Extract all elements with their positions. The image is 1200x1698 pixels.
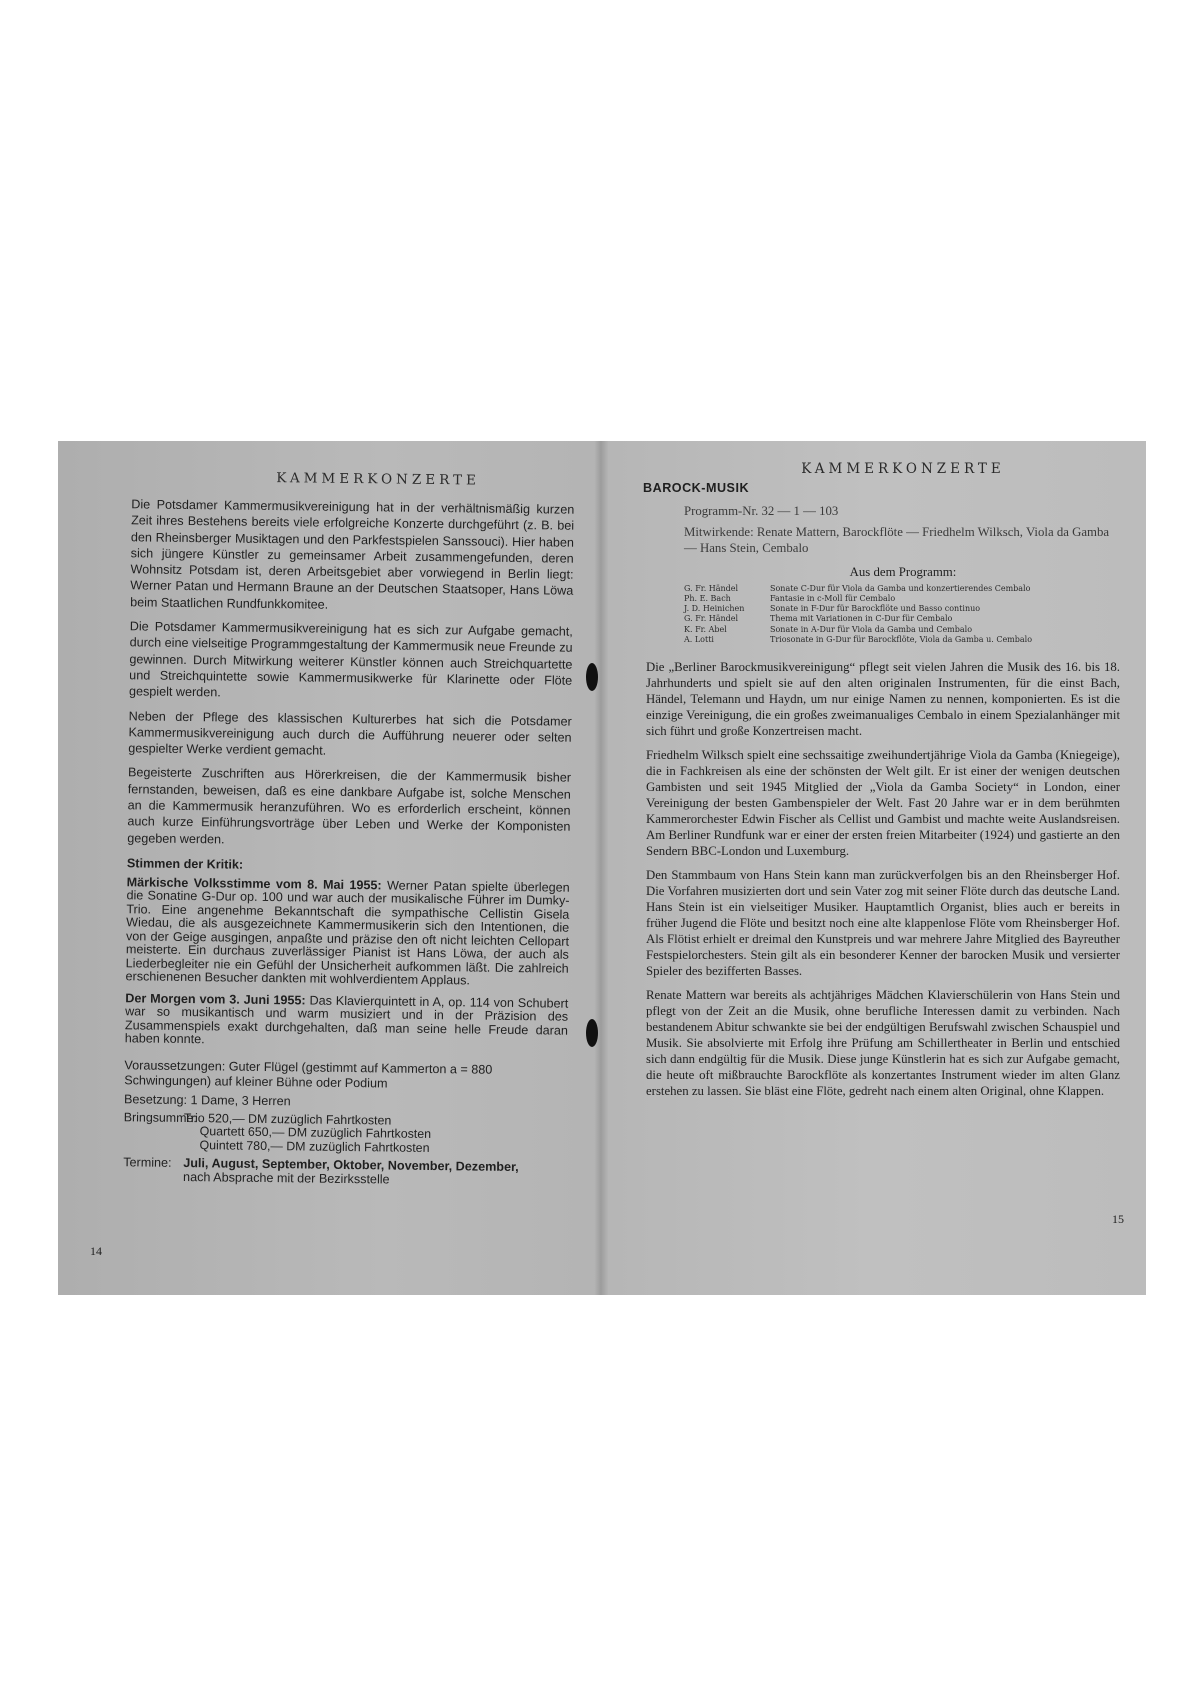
right-page [593, 441, 1146, 1295]
critics-heading: Stimmen der Kritik: [126, 856, 244, 872]
paragraph: Begeisterte Zuschriften aus Hörerkreisen, die der Kammermusik bisher fernstanden, beweisen, daß es eine dankbare Aufgabe ist, solche Menschen an die Kammermusik heranzuführen. Wo es erforderlich erscheint, können auch kurze Einführungsvorträge über Leben und Werke der Komponisten gegeben werden. [127, 765, 572, 847]
program-heading: Aus dem Programm: [849, 564, 957, 579]
paragraph: Die Potsdamer Kammermusikvereinigung hat es sich zur Aufgabe gemacht, durch eine vielseitige Programmgestaltung der Kammermusik neue Freunde zu gewinnen. Durch Mitwirkung weiterer Künstler können auch Streichquartette und Streichquintette sowie Kammermusikwerke für Klarinette oder Flöte gespielt werden. [128, 619, 573, 700]
paragraph: Friedhelm Wilksch spielt eine sechssaitige zweihundertjährige Viola da Gamba (Kniegeige), die in Fachkreisen als eine der schönsten der Welt gilt. Er ist einer der wenigen deutschen Gambisten und seit 1945 Mitglied der „Viola da Gamba Society“ in London, einer Vereinigung der besten Gambenspieler der Welt. Fast 20 Jahre war er in dem berühmten Kammerorchester Edwin Fischer als Cellist und Gambist und machte weite Auslandsreisen. Am Berliner Rundfunk war er einer der ersten freien Mitarbeiter (1924) und gastierte an den Sendern BBC-London und Luxemburg. [646, 748, 1120, 859]
program-row [684, 635, 1032, 645]
fee-item: Quintett 780,— DM zuzüglich Fahrtkosten [199, 1138, 430, 1155]
program-work: Fantasie in c-Moll für Cembalo [770, 593, 896, 603]
program-row [684, 604, 1032, 614]
program-composer: G. Fr. Händel [684, 583, 739, 593]
section-title: BAROCK-MUSIK [643, 481, 750, 495]
program-composer: A. Lotti [684, 634, 714, 644]
fee-item: Quartett 650,— DM zuzüglich Fahrtkosten [199, 1124, 432, 1142]
paragraph: Den Stammbaum von Hans Stein kann man zurückverfolgen bis an den Rheinsberger Hof. Die Vorfahren musizierten dort und sein Vater zog mit seiner Flöte durch das deutsche Land. Hans Stein ist ein vielseitiger Musiker. Hauptamtlich Organist, blies auch er bereits in früher Jugend die Flöte und besitzt noch eine alte klappenlose Flöte vom Rheinsberger Hof. Als Flötist erhielt er dreimal den Kunstpreis und war mehrere Jahre Mitglied des Bayreuther Festspielorchesters. Stein gilt als ein besonderer Kenner der barocken Musik und versierter Spieler des bezifferten Basses. [646, 868, 1120, 979]
program-row [684, 584, 1032, 594]
fee-list [183, 1112, 566, 1157]
program-work: Sonate in A-Dur für Viola da Gamba und Cembalo [770, 624, 973, 634]
cast: Besetzung: 1 Dame, 3 Herren [123, 1092, 291, 1109]
review [125, 992, 569, 1051]
program-composer: J. D. Heinichen [684, 604, 745, 614]
fee-block [123, 1111, 566, 1157]
running-head: KAMMERKONZERTE [276, 470, 481, 489]
review [125, 876, 569, 989]
program-composer: G. Fr. Händel [684, 614, 739, 624]
left-page [58, 441, 593, 1295]
review-source: Der Morgen vom 3. Juni 1955: [125, 991, 306, 1008]
program-row [684, 614, 1032, 624]
page-number: 15 [1112, 1212, 1124, 1226]
program-row [684, 625, 1032, 635]
fee-label: Bringsumme: [123, 1110, 197, 1126]
page-number: 14 [90, 1244, 102, 1258]
running-head: KAMMERKONZERTE [801, 461, 1005, 477]
booklet-spread [58, 441, 1146, 1295]
review-source: Märkische Volksstimme vom 8. Mai 1955: [126, 875, 382, 893]
program-work: Sonate C-Dur für Viola da Gamba und konzertierendes Cembalo [770, 583, 1031, 593]
paragraph: Neben der Pflege des klassischen Kulturerbes hat sich die Potsdamer Kammermusikvereinigung auch durch die Aufführung neuerer oder selten gespielter Werke verdient gemacht. [128, 708, 572, 758]
paragraph: Die Potsdamer Kammermusikvereinigung hat in der verhältnismäßig kurzen Zeit ihres Bestehens bereits viele erfolgreiche Konzerte durchgeführt (z. B. bei den Rheinsberger Musiktagen und den Parkfestspielen Sanssouci). Hier haben sich jüngere Künstler zu gemeinsamer Arbeit zusammengefunden, deren Wohnsitz Potsdam ist, deren Arbeitsgebiet aber vorwiegend in Berlin liegt: Werner Patan und Hermann Braune an der Deutschen Staatsoper, Hans Löwa beim Staatlichen Rundfunkkomitee. [130, 497, 575, 612]
program-row [684, 594, 1032, 604]
requirements: Voraussetzungen: Guter Flügel (gestimmt auf Kammerton a = 880 Schwingungen) auf kleiner Bühne oder Podium [124, 1058, 493, 1091]
dates-label: Termine: [123, 1155, 172, 1171]
program-work: Triosonate in G-Dur für Barockflöte, Viola da Gamba u. Cembalo [770, 634, 1033, 644]
dates-list [183, 1156, 519, 1188]
program-table [684, 584, 1032, 646]
dates-note: nach Absprache mit der Bezirksstelle [183, 1170, 390, 1187]
program-work: Thema mit Variationen in C-Dur für Cembalo [770, 614, 953, 624]
program-composer: Ph. E. Bach [684, 593, 731, 603]
performers: Mitwirkende: Renate Mattern, Barockflöte — Friedhelm Wilksch, Viola da Gamba — Hans Stein, Cembalo [684, 524, 1110, 555]
review-text: Das Klavierquintett in A, op. 114 von Schubert war so musikantisch und warm musiziert und in der Präzision des Zusammenspiels exakt durchgehalten, daß man seine helle Freude daran haben konnte. [124, 993, 569, 1047]
paragraph: Die „Berliner Barockmusikvereinigung“ pflegt seit vielen Jahren die Musik des 16. bis 18. Jahrhunderts und spielt sie auf den alten originalen Instrumenten, für die einst Bach, Händel, Telemann und Haydn, um nur einige Namen zu nennen, komponierten. Es ist die einzige Vereinigung, die ein großes zweimanualiges Cembalo in einem Spezialanhänger mit sich führt und große Konzertreisen macht. [646, 660, 1120, 739]
program-work: Sonate in F-Dur für Barockflöte und Basso continuo [770, 604, 981, 614]
program-number: Programm-Nr. 32 — 1 — 103 [684, 504, 839, 518]
program-composer: K. Fr. Abel [684, 624, 727, 634]
paragraph: Renate Mattern war bereits als achtjähriges Mädchen Klavierschülerin von Hans Stein und pflegt von der Zeit an die Musik, ohne berufliche Interessen damit zu verbinden. Nach bestandenem Abitur schwankte sie bei der endgültigen Berufswahl zwischen Schauspiel und Musik. Sie absolvierte mit Erfolg ihre Prüfung am Schillertheater in Berlin und entschied sich dann endgültig für die Musik. Diese junge Künstlerin hat es sich zur Aufgabe gemacht, die heute oft mißbrauchte Barockflöte als konzertantes Instrument wieder im alten Glanz erstehen zu lassen. Sie bläst eine Flöte, gedreht nach einem alten Original, ohne Klappen. [646, 988, 1120, 1099]
dates-block [123, 1156, 566, 1189]
dates-months: Juli, August, September, Oktober, November, Dezember, [183, 1156, 519, 1175]
review-text: Werner Patan spielte überlegen die Sonatine G-Dur op. 100 und war auch der musikalische Führer im Dumky-Trio. Eine angenehme Bekanntschaft die sympathische Cellistin Gisela Wiedau, die als ausgezeichnete Kammermusikerin sich den Intentionen, die von der Geige ausgingen, anpaßte und präzise den oft nicht leichten Cellopart meisterte. Ein durchaus zuverlässiger Pianist ist Hans Löwa, der auch als Liederbegleiter nie ein Gefühl der Unsicherheit aufkommen läßt. Die zahlreich erschienenen Besucher dankten mit wohlverdientem Applaus. [125, 878, 570, 988]
fee-item: Trio 520,— DM zuzüglich Fahrtkosten [183, 1110, 392, 1128]
